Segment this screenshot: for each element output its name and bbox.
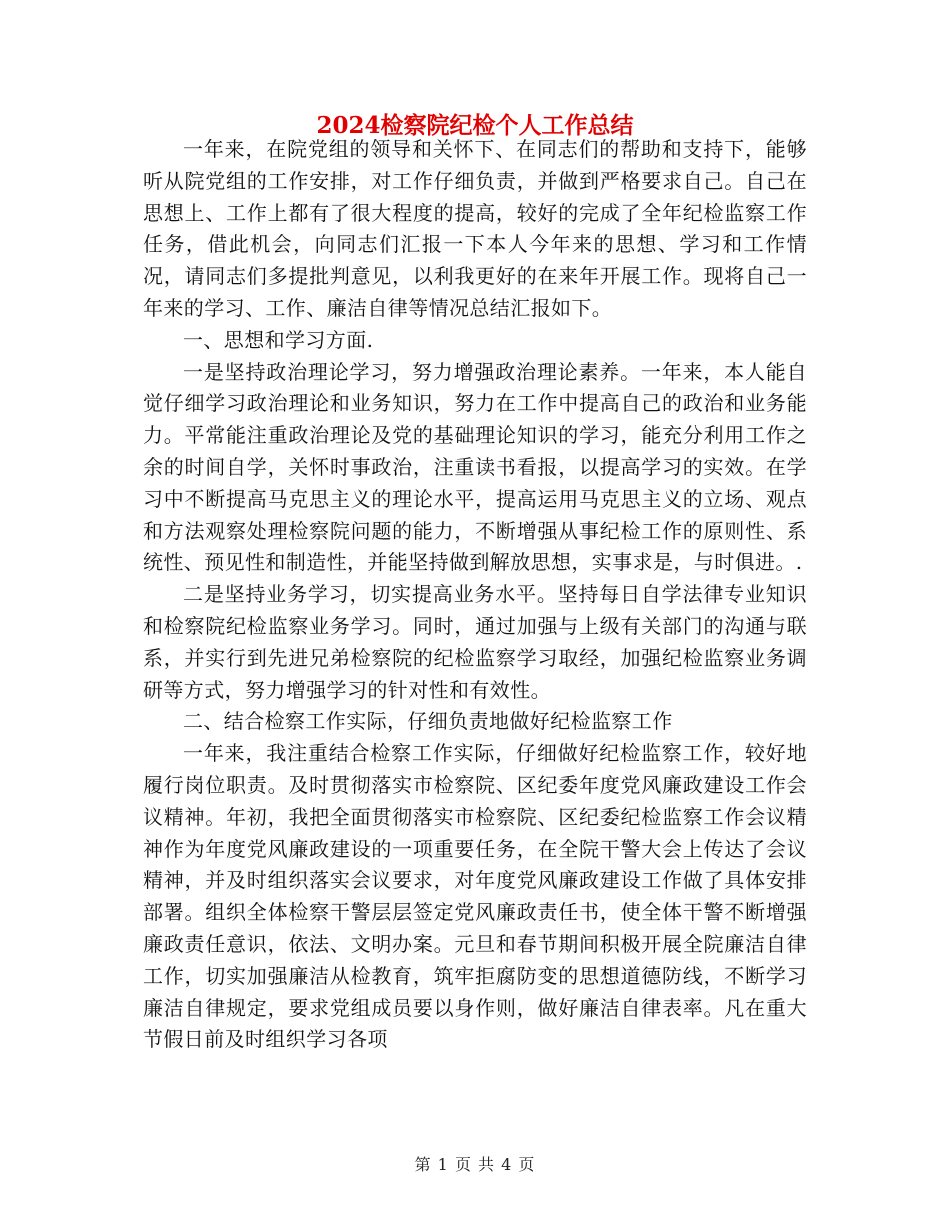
paragraph-business-study: 二是坚持业务学习，切实提高业务水平。坚持每日自学法律专业知识和检察院纪检监察业务学习。同时，通过加强与上级有关部门的沟通与联系，并实行到先进兄弟检察院的纪检监察学习取经，加强纪检监察业务调研等方式，努力增强学习的针对性和有效性。 — [143, 582, 807, 702]
document-body — [143, 134, 807, 1056]
section-heading-thought-study: 一、思想和学习方面. — [183, 327, 374, 352]
page-footer — [0, 1154, 950, 1176]
paragraph-political-study: 一是坚持政治理论学习，努力增强政治理论素养。一年来，本人能自觉仔细学习政治理论和业务知识，努力在工作中提高自己的政治和业务能力。平常能注重政治理论及党的基础理论知识的学习，能充分利用工作之余的时间自学，关怀时事政治，注重读书看报，以提高学习的实效。在学习中不断提高马克思主义的理论水平，提高运用马克思主义的立场、观点和方法观察处理检察院问题的能力，不断增强从事纪检工作的原则性、系统性、预见性和制造性，并能坚持做到解放思想，实事求是，与时俱进。. — [143, 359, 807, 575]
section-heading-work-practice: 二、结合检察工作实际，仔细负责地做好纪检监察工作 — [183, 709, 673, 734]
paragraph-work-details: 一年来，我注重结合检察工作实际，仔细做好纪检监察工作，较好地履行岗位职责。及时贯彻落实市检察院、区纪委年度党风廉政建设工作会议精神。年初，我把全面贯彻落实市检察院、区纪委纪检监察工作会议精神作为年度党风廉政建设的一项重要任务，在全院干警大会上传达了会议精神，并及时组织落实会议要求，对年度党风廉政建设工作做了具体安排部署。组织全体检察干警层层签定党风廉政责任书，使全体干警不断增强廉政责任意识，依法、文明办案。元旦和春节期间积极开展全院廉洁自律工作，切实加强廉洁从检教育，筑牢拒腐防变的思想道德防线，不断学习廉洁自律规定，要求党组成员要以身作则，做好廉洁自律表率。凡在重大节假日前及时组织学习各项 — [143, 741, 807, 1052]
paragraph-intro: 一年来，在院党组的领导和关怀下、在同志们的帮助和支持下，能够听从院党组的工作安排，对工作仔细负责，并做到严格要求自己。自己在思想上、工作上都有了很大程度的提高，较好的完成了全年纪检监察工作任务，借此机会，向同志们汇报一下本人今年来的思想、学习和工作情况，请同志们多提批判意见，以利我更好的在来年开展工作。现将自己一年来的学习、工作、廉洁自律等情况总结汇报如下。 — [143, 137, 807, 320]
page-number-label: 第 1 页 共 4 页 — [414, 1155, 536, 1174]
document-title: 2024检察院纪检个人工作总结 — [316, 112, 634, 139]
